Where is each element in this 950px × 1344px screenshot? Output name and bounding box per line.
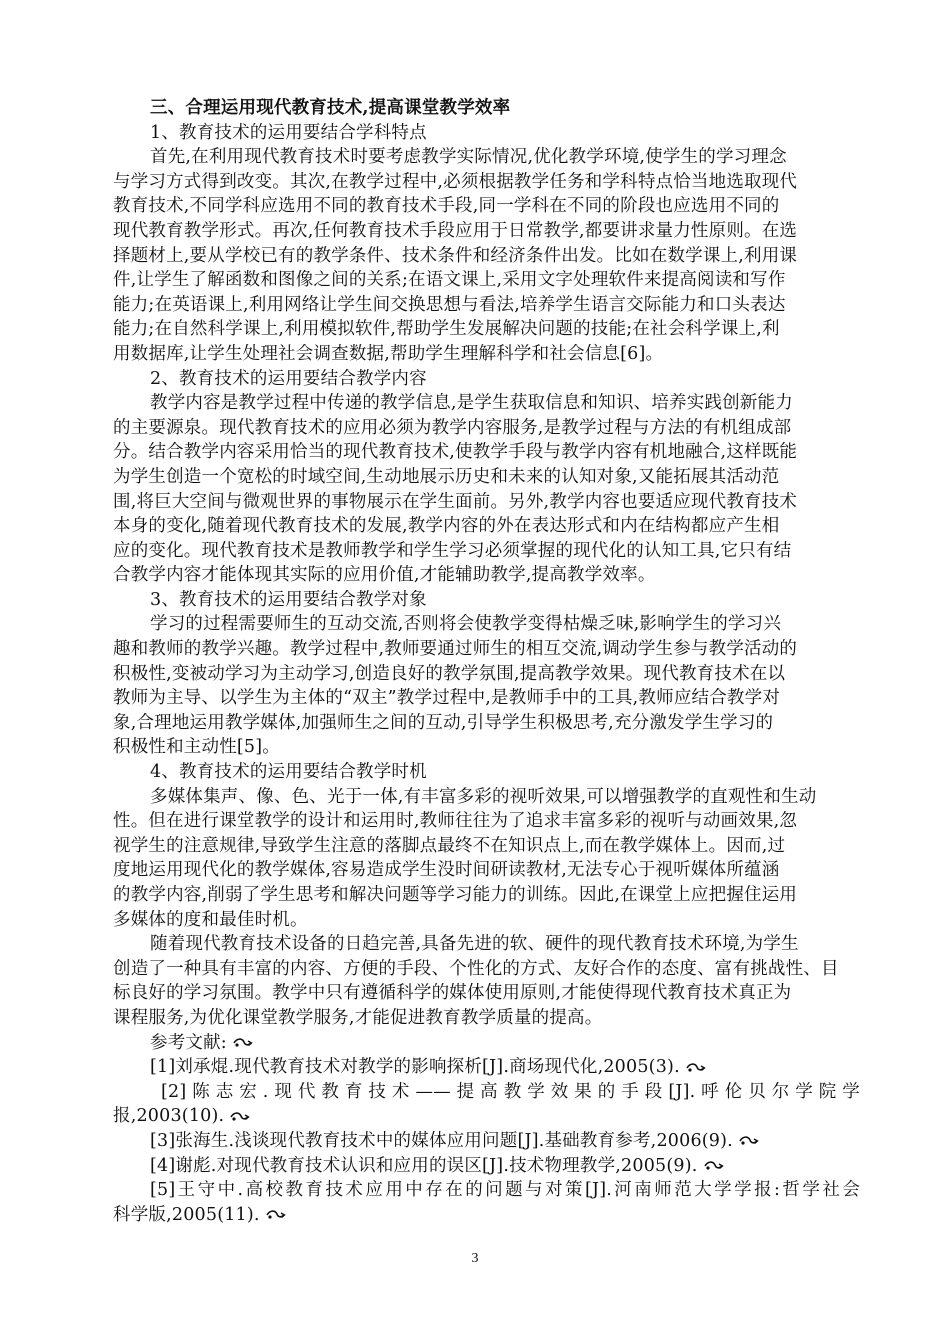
paragraph-line: 择题材上,要从学校已有的教学条件、技术条件和经济条件出发。比如在数学课上,利用课 [113,245,798,266]
paragraph-line: 本身的变化,随着现代教育技术的发展,教学内容的外在表达形式和内在结构都应产生相 [113,516,780,537]
paragraph-line: 象,合理地运用教学媒体,加强师生之间的互动,引导学生积极思考,充分激发学生学习的 [113,712,774,733]
document-body [113,96,860,1227]
reference-item [113,1154,860,1179]
subsection-heading: 3、教育技术的运用要结合教学对象 [150,589,427,610]
paragraph-line: 课程服务,为优化课堂教学服务,才能促进教育教学质量的提高。 [113,1007,603,1028]
hook-arrow-mark-icon [266,1209,286,1221]
paragraph-line: 性。但在进行课堂教学的设计和运用时,教师往往为了追求丰富多彩的视听与动画效果,忽 [113,811,798,832]
paragraph-line: 趣和教师的教学兴趣。教学过程中,教师要通过师生的相互交流,调动学生参与教学活动的 [113,639,798,660]
subsection-heading: 1、教育技术的运用要结合学科特点 [150,122,427,143]
subsection-3 [113,588,860,760]
hook-arrow-mark-icon [686,1062,706,1074]
reference-item-continuation [113,1104,860,1129]
section-title: 三、合理运用现代教育技术,提高课堂教学效率 [150,98,511,118]
paragraph-line: 现代教育教学形式。再次,任何教育技术手段应用于日常教学,都要讲求量力性原则。在选 [113,220,798,241]
paragraph-line: 的教学内容,削弱了学生思考和解决问题等学习能力的训练。因此,在课堂上应把握住运用 [113,885,798,905]
reference-text: 报,2003(10). [113,1106,225,1127]
reference-item: [5]王守中.高校教育技术应用中存在的问题与对策[J].河南师范大学学报:哲学社会 [150,1180,860,1201]
paragraph-line: 的主要源泉。现代教育技术的应用必须为教学内容服务,是教学过程与方法的有机组成部 [113,417,792,438]
paragraph-line: 教育技术,不同学科应选用不同的教育技术手段,同一学科在不同的阶段也应选用不同的 [113,196,780,217]
subsection-2 [113,367,860,588]
page-number: 3 [471,1251,479,1266]
paragraph-line: 能力;在英语课上,利用网络让学生间交换思想与看法,培养学生语言交际能力和口头表达 [113,294,786,315]
paragraph-line: 能力;在自然科学课上,利用模拟软件,帮助学生发展解决问题的技能;在社会科学课上,利 [113,319,780,340]
hook-arrow-mark-icon [739,1135,759,1147]
paragraph-line: 用数据库,让学生处理社会调查数据,帮助学生理解科学和社会信息[6]。 [113,343,664,364]
paragraph-line: 教学内容是教学过程中传递的教学信息,是学生获取信息和知识、培养实践创新能力 [150,393,793,414]
subsection-heading: 4、教育技术的运用要结合教学时机 [150,762,427,783]
reference-item-continuation [113,1203,860,1228]
paragraph-line: 应的变化。现代教育技术是教师教学和学生学习必须掌握的现代化的认知工具,它只有结 [113,540,792,561]
hook-arrow-mark-icon [704,1160,724,1172]
paragraph-line: 学习的过程需要师生的互动交流,否则将会使教学变得枯燥乏味,影响学生的学习兴 [150,614,782,635]
paragraph-line: 围,将巨大空间与微观世界的事物展示在学生面前。另外,教学内容也要适应现代教育技术 [113,491,798,512]
paragraph-line: 多媒体的度和最佳时机。 [113,909,308,930]
paragraph-line: 首先,在利用现代教育技术时要考虑教学实际情况,优化教学环境,使学生的学习理念 [150,147,787,168]
paragraph-line: 分。结合教学内容采用恰当的现代教育技术,使教学手段与教学内容有机地融合,这样既能 [113,442,798,463]
paragraph-line: 视学生的注意规律,导致学生注意的落脚点最终不在知识点上,而在教学媒体上。因而,过 [113,835,786,856]
paragraph-line: 度地运用现代化的教学媒体,容易造成学生没时间研读教材,无法专心于视听媒体所蕴涵 [113,860,780,881]
paragraph-line: 创造了一种具有丰富的内容、方便的手段、个性化的方式、友好合作的态度、富有挑战性、目 [113,958,839,979]
subsection-1 [113,121,860,367]
reference-text: [1]刘承焜.现代教育技术对教学的影响探析[J].商场现代化,2005(3). [150,1057,680,1078]
subsection-heading: 2、教育技术的运用要结合教学内容 [150,368,427,389]
paragraph-line: 积极性和主动性[5]。 [113,737,280,758]
paragraph-line: 随着现代教育技术设备的日趋完善,具备先进的软、硬件的现代教育技术环境,为学生 [150,934,799,955]
reference-item: [2]陈志宏.现代教育技术——提高教学效果的手段[J].呼伦贝尔学院学 [161,1081,860,1102]
paragraph-line: 教师为主导、以学生为主体的“双主”教学过程中,是教师手中的工具,教师应结合教学对 [113,688,781,709]
references-label: 参考文献: [150,1032,227,1053]
paragraph-line: 为学生创造一个宽松的时域空间,生动地展示历史和未来的认知对象,又能拓展其活动范 [113,466,780,487]
paragraph-line: 多媒体集声、像、色、光于一体,有丰富多彩的视听效果,可以增强教学的直观性和生动 [150,786,817,807]
reference-item [113,1055,860,1080]
reference-text: [4]谢彪.对现代教育技术认识和应用的误区[J].技术物理教学,2005(9). [150,1155,698,1176]
paragraph-line: 积极性,变被动学习为主动学习,创造良好的教学氛围,提高教学效果。现代教育技术在以 [113,663,786,684]
paragraph-line: 与学习方式得到改变。其次,在教学过程中,必须根据教学任务和学科特点恰当地选取现代 [113,171,798,192]
reference-text: 科学版,2005(11). [113,1204,260,1225]
paragraph-line: 件,让学生了解函数和图像之间的关系;在语文课上,采用文字处理软件来提高阅读和写作 [113,270,786,291]
paragraph-line: 合教学内容才能体现其实际的应用价值,才能辅助教学,提高教学效率。 [113,565,656,586]
reference-item [113,1129,860,1154]
subsection-4 [113,760,860,932]
paragraph-line: 标良好的学习氛围。教学中只有遵循科学的媒体使用原则,才能使得现代教育技术真正为 [113,983,792,1004]
conclusion-paragraph [113,932,860,1030]
reference-text: [3]张海生.浅谈现代教育技术中的媒体应用问题[J].基础教育参考,2006(9). [150,1130,733,1151]
hook-arrow-mark-icon [230,1111,250,1123]
hook-arrow-mark-icon [233,1037,253,1049]
references-heading [113,1031,860,1056]
references [113,1031,860,1228]
